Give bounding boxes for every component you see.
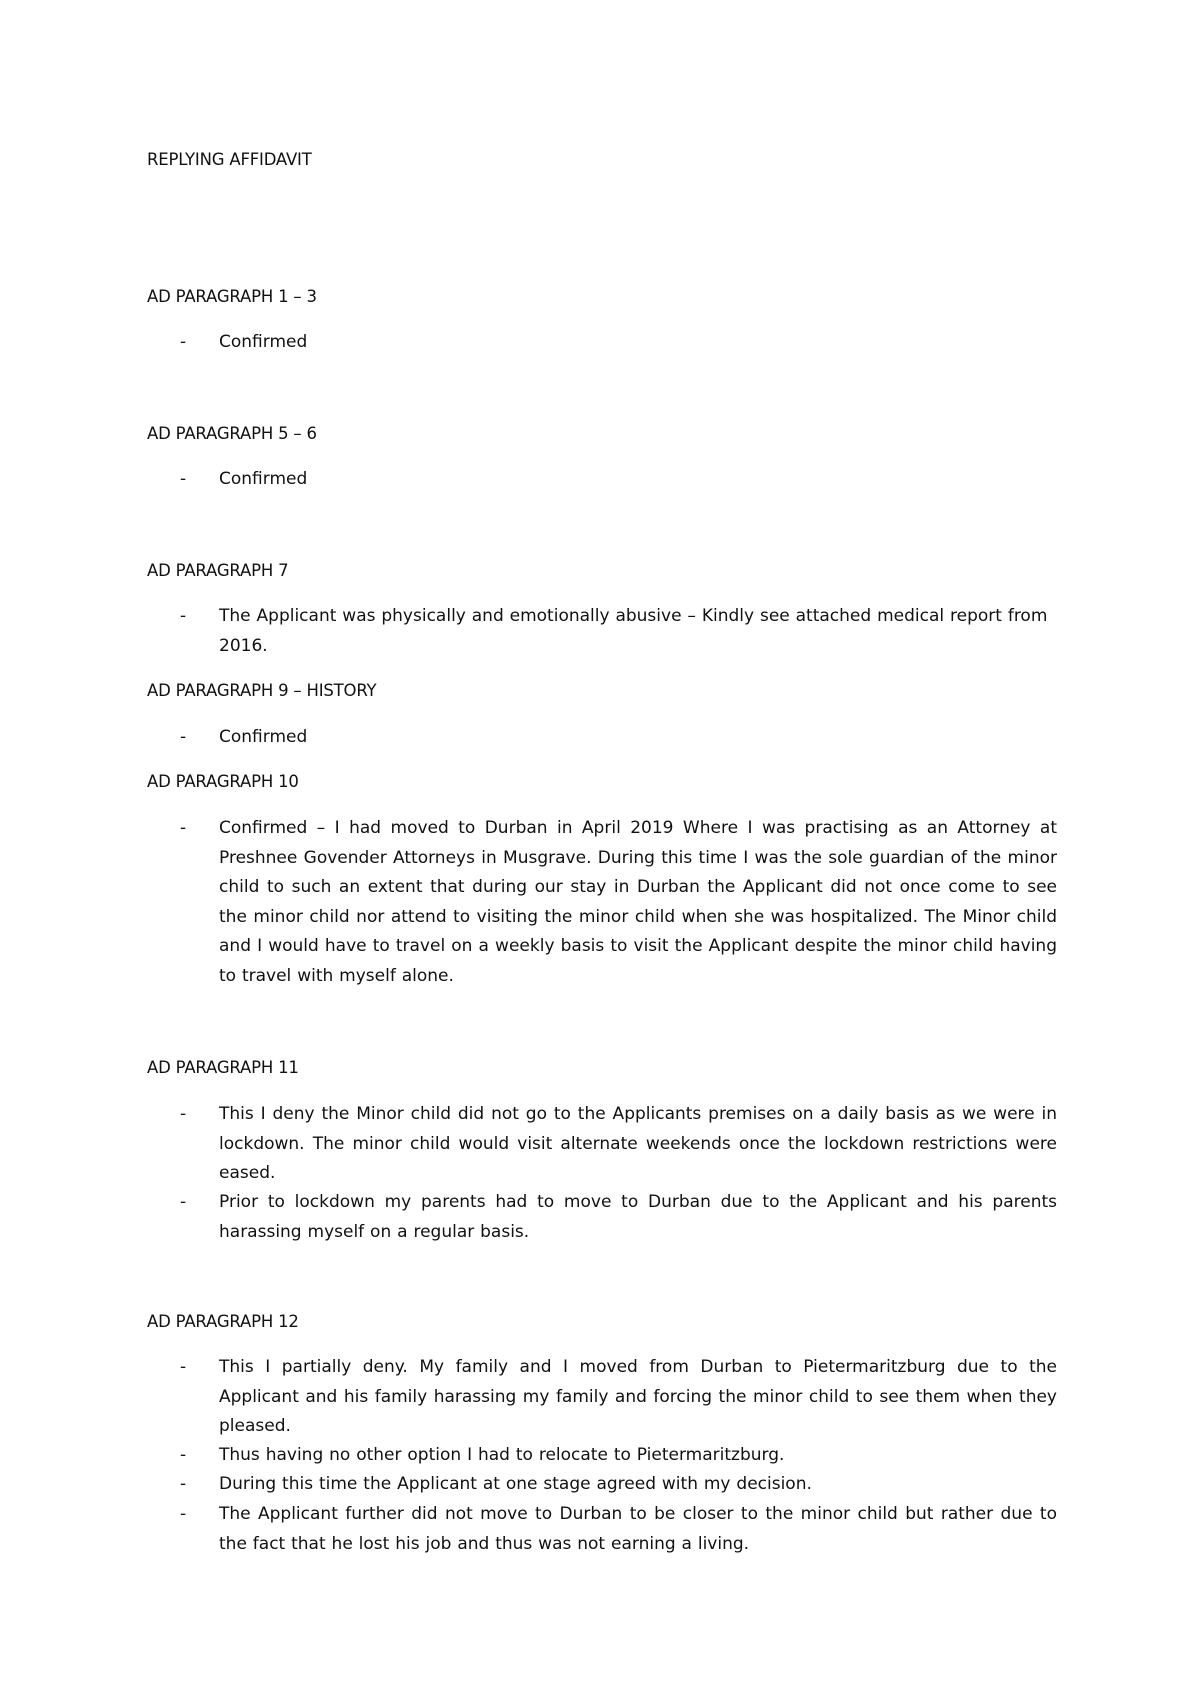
list-item [180, 1470, 1057, 1500]
section-heading-12: AD PARAGRAPH 12 [147, 1312, 299, 1331]
list-item [180, 1500, 1057, 1559]
bullet-dash: - [180, 606, 187, 626]
bullet-dash: - [180, 332, 187, 352]
section-heading-11: AD PARAGRAPH 11 [147, 1058, 299, 1077]
list-item [180, 1353, 1057, 1442]
bullet-dash: - [180, 818, 187, 838]
list-item [180, 1188, 1057, 1247]
section-heading-5-6: AD PARAGRAPH 5 – 6 [147, 424, 317, 443]
list-item [180, 814, 1057, 991]
bullet-dash: - [180, 1192, 187, 1212]
bullet-dash: - [180, 1474, 187, 1494]
list-item [180, 1100, 1057, 1189]
list-item-text: During this time the Applicant at one stage agreed with my decision. [219, 1474, 812, 1494]
list-item-text: Confirmed – I had moved to Durban in April 2019 Where I was practising as an Attorney at Preshnee Govender Attorneys in Musgrave. During this time I was the sole guardian of the minor child to such an extent that during our stay in Durban the Applicant did not once come to see the minor child nor attend to visiting the minor child when she was hospitalized. The Minor child and I would have to travel on a weekly basis to visit the Applicant despite the minor child having to travel with myself alone. [219, 818, 1057, 986]
list-item [180, 1441, 1057, 1471]
list-item-text: The Applicant further did not move to Durban to be closer to the minor child but rather due to the fact that he lost his job and thus was not earning a living. [219, 1504, 1057, 1554]
bullet-dash: - [180, 727, 187, 747]
list-item-text: Thus having no other option I had to relocate to Pietermaritzburg. [219, 1445, 785, 1465]
section-heading-7: AD PARAGRAPH 7 [147, 561, 289, 580]
section-heading-1-3: AD PARAGRAPH 1 – 3 [147, 287, 317, 306]
list-item [180, 723, 1057, 753]
list-item-text: Confirmed [219, 727, 308, 747]
section-heading-9-history: AD PARAGRAPH 9 – HISTORY [147, 681, 377, 700]
list-item-text: Prior to lockdown my parents had to move to Durban due to the Applicant and his parents harassing myself on a regular basis. [219, 1192, 1057, 1242]
list-item [180, 602, 1057, 661]
bullet-dash: - [180, 469, 187, 489]
bullet-dash: - [180, 1445, 187, 1465]
bullet-dash: - [180, 1357, 187, 1377]
list-item-text: Confirmed [219, 469, 308, 489]
list-item-text: This I deny the Minor child did not go to the Applicants premises on a daily basis as we were in lockdown. The minor child would visit alternate weekends once the lockdown restrictions were eased. [219, 1104, 1057, 1183]
list-item [180, 328, 1057, 358]
list-item-text: This I partially deny. My family and I moved from Durban to Pietermaritzburg due to the Applicant and his family harassing my family and forcing the minor child to see them when they pleased. [219, 1357, 1057, 1436]
list-item-text: The Applicant was physically and emotionally abusive – Kindly see attached medical report from 2016. [219, 606, 1048, 656]
list-item-text: Confirmed [219, 332, 308, 352]
document-title: REPLYING AFFIDAVIT [147, 150, 312, 169]
bullet-dash: - [180, 1104, 187, 1124]
bullet-dash: - [180, 1504, 187, 1524]
list-item [180, 465, 1057, 495]
section-heading-10: AD PARAGRAPH 10 [147, 772, 299, 791]
